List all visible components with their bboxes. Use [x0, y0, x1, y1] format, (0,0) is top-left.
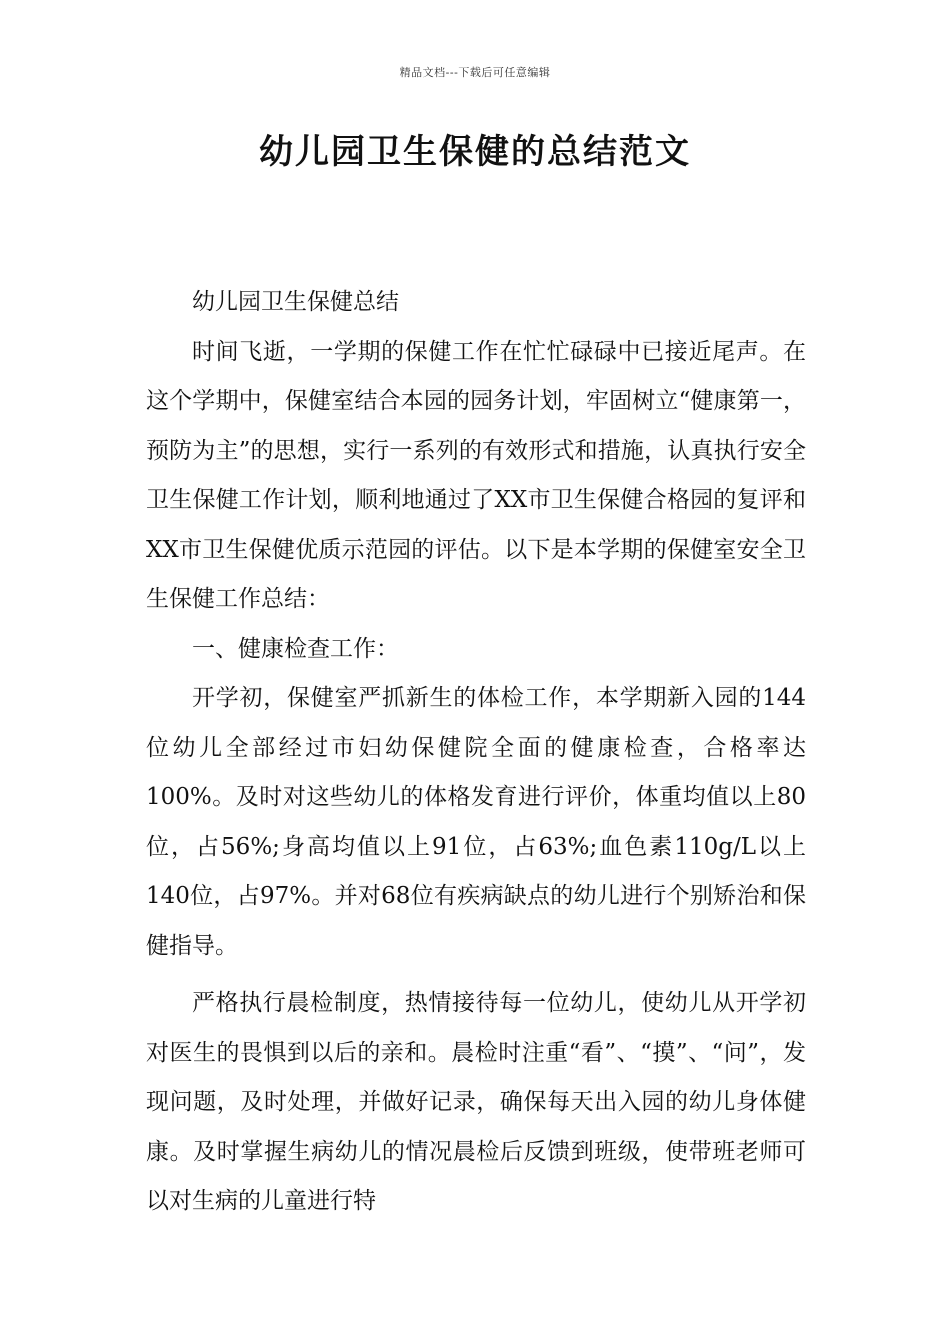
document-body: [146, 278, 806, 1227]
paragraph-intro: 时间飞逝，一学期的保健工作在忙忙碌碌中已接近尾声。在这个学期中，保健室结合本园的园务计划，牢固树立“健康第一，预防为主”的思想，实行一系列的有效形式和措施，认真执行安全卫生保健工作计划，顺利地通过了XX市卫生保健合格园的复评和XX市卫生保健优质示范园的评估。以下是本学期的保健室安全卫生保健工作总结：: [146, 338, 806, 612]
paragraph-physical-exam: 开学初，保健室严抓新生的体检工作，本学期新入园的144位幼儿全部经过市妇幼保健院全面的健康检查，合格率达100%。及时对这些幼儿的体格发育进行评价，体重均值以上80位，占56%;身高均值以上91位，占63%;血色素110g/L以上140位，占97%。并对68位有疾病缺点的幼儿进行个别矫治和保健指导。: [146, 685, 806, 959]
header-note: 精品文档---下载后可任意编辑: [399, 66, 551, 79]
section-heading: 幼儿园卫生保健总结: [192, 289, 399, 315]
subheading-health-check: 一、健康检查工作：: [192, 635, 399, 662]
document-title: 幼儿园卫生保健的总结范文: [259, 132, 691, 172]
paragraph-morning-check: 严格执行晨检制度，热情接待每一位幼儿，使幼儿从开学初对医生的畏惧到以后的亲和。晨检时注重“看”、“摸”、“问”，发现问题，及时处理，并做好记录，确保每天出入园的幼儿身体健康。及时掌握生病幼儿的情况晨检后反馈到班级，使带班老师可以对生病的儿童进行特: [146, 990, 806, 1214]
